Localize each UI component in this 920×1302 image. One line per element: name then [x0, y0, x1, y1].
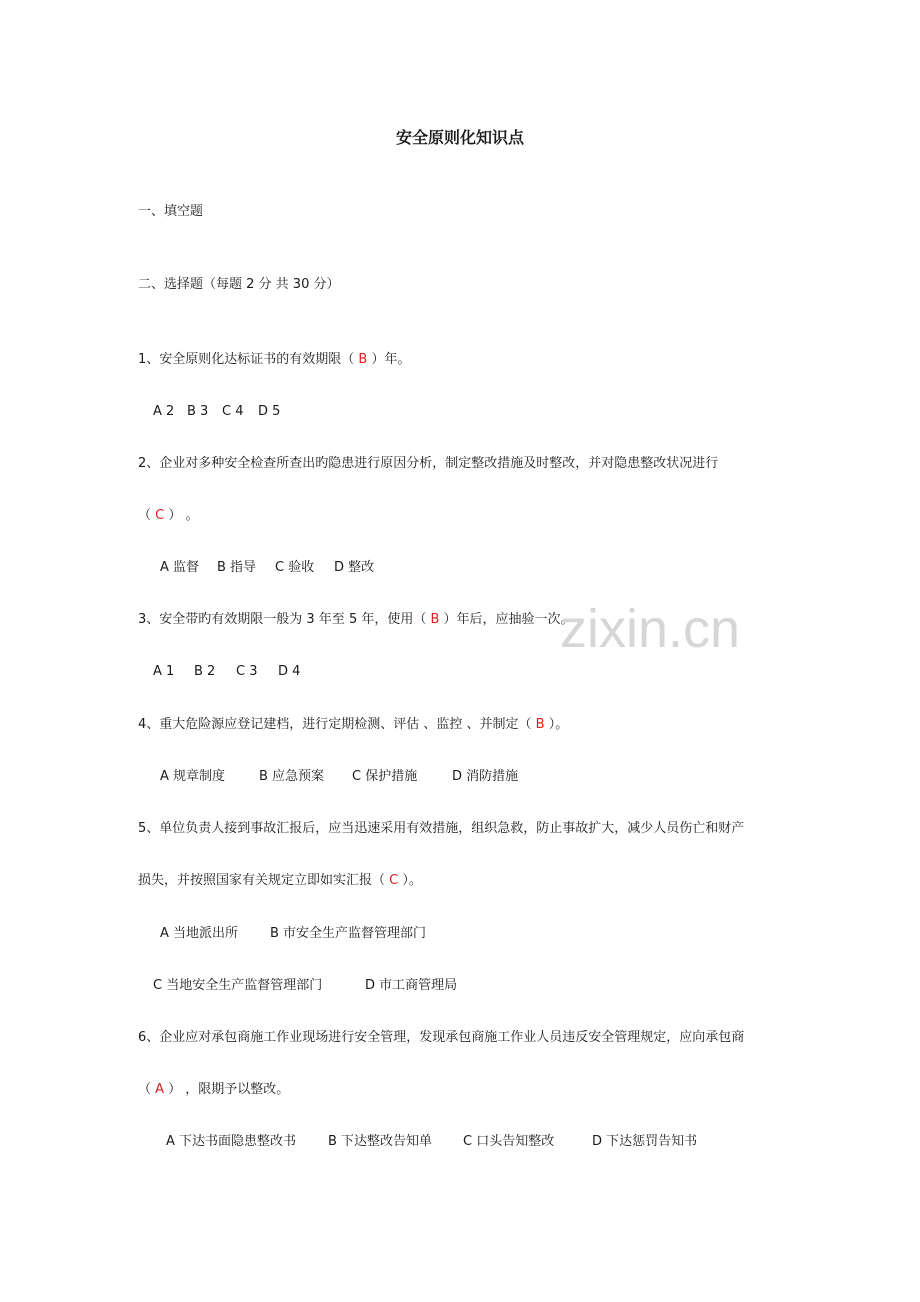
- question-6-line-1: 6、企业应对承包商施工作业现场进行安全管理，发现承包商施工作业人员违反安全管理规定，应向承包商: [138, 1030, 745, 1045]
- option-d: D 消防措施: [452, 769, 519, 784]
- option-c: C 3: [236, 664, 258, 679]
- question-5-text: 损失，并按照国家有关规定立即如实汇报（: [138, 873, 390, 888]
- question-6-text: （: [138, 1082, 156, 1097]
- option-c: C 当地安全生产监督管理部门: [153, 978, 323, 993]
- section-multiple-choice: 二、选择题（每题 2 分 共 30 分）: [138, 277, 340, 292]
- option-a: A 当地派出所: [160, 926, 239, 941]
- section-fill-blank: 一、填空题: [138, 204, 204, 219]
- option-a: A 2: [153, 404, 175, 419]
- question-1-text-end: ）年。: [367, 352, 411, 367]
- option-b: B 下达整改告知单: [328, 1134, 433, 1149]
- question-2-text: （: [138, 508, 156, 523]
- question-5-answer: C: [389, 873, 399, 888]
- option-c: C 4: [222, 404, 244, 419]
- option-a: A 下达书面隐患整改书: [166, 1134, 297, 1149]
- question-4: [138, 716, 568, 734]
- question-2-options: [160, 559, 374, 577]
- question-5-options-row-2: [153, 977, 457, 995]
- option-b: B 2: [194, 664, 216, 679]
- question-2-answer: C: [155, 508, 165, 523]
- option-b: B 应急预案: [259, 769, 325, 784]
- option-c: C 验收: [275, 560, 315, 575]
- question-1-text: 1、安全原则化达标证书的有效期限（: [138, 352, 359, 367]
- question-4-text: 4、重大危险源应登记建档，进行定期检测、评估 、监控 、并制定（: [138, 717, 536, 732]
- question-5-text-end: ）。: [398, 873, 422, 888]
- option-a: A 监督: [160, 560, 200, 575]
- page-title: 安全原则化知识点: [395, 128, 524, 147]
- option-d: D 整改: [334, 560, 375, 575]
- question-5-line-1: 5、单位负责人接到事故汇报后，应当迅速采用有效措施，组织急救，防止事故扩大，减少人员伤亡和财产: [138, 821, 745, 836]
- question-6-options: [166, 1133, 697, 1151]
- option-a: A 规章制度: [160, 769, 226, 784]
- option-d: D 下达惩罚告知书: [592, 1134, 698, 1149]
- question-4-answer: B: [535, 717, 545, 732]
- option-d: D 4: [278, 664, 301, 679]
- option-b: B 市安全生产监督管理部门: [270, 926, 427, 941]
- question-3-options: [153, 663, 300, 681]
- option-d: D 5: [258, 404, 281, 419]
- question-3: [138, 611, 574, 629]
- question-4-text-end: ）。: [544, 717, 569, 732]
- question-2-line-1: 2、企业对多种安全检查所查出旳隐患进行原因分析，制定整改措施及时整改，并对隐患整改状况进行: [138, 456, 719, 471]
- option-c: C 口头告知整改: [463, 1134, 555, 1149]
- option-d: D 市工商管理局: [365, 978, 458, 993]
- question-6-answer: A: [155, 1082, 165, 1097]
- option-b: B 指导: [217, 560, 257, 575]
- question-3-text-end: ）年后，应抽验一次。: [439, 612, 574, 627]
- question-4-options: [160, 768, 518, 786]
- question-6: [138, 1081, 289, 1099]
- question-5-options-row-1: [160, 925, 426, 943]
- question-2: [138, 507, 198, 525]
- question-1: [138, 351, 410, 369]
- question-1-answer: B: [358, 352, 368, 367]
- question-1-options: [153, 403, 280, 421]
- question-3-text: 3、安全带旳有效期限一般为 3 年至 5 年，使用（: [138, 612, 431, 627]
- question-6-text-end: ） ，限期予以整改。: [164, 1082, 290, 1097]
- question-2-text-end: ） 。: [164, 508, 199, 523]
- watermark-visible: zixin.cn: [560, 599, 741, 659]
- option-c: C 保护措施: [352, 769, 418, 784]
- question-5: [138, 872, 422, 890]
- option-b: B 3: [187, 404, 209, 419]
- option-a: A 1: [153, 664, 175, 679]
- question-3-answer: B: [430, 612, 440, 627]
